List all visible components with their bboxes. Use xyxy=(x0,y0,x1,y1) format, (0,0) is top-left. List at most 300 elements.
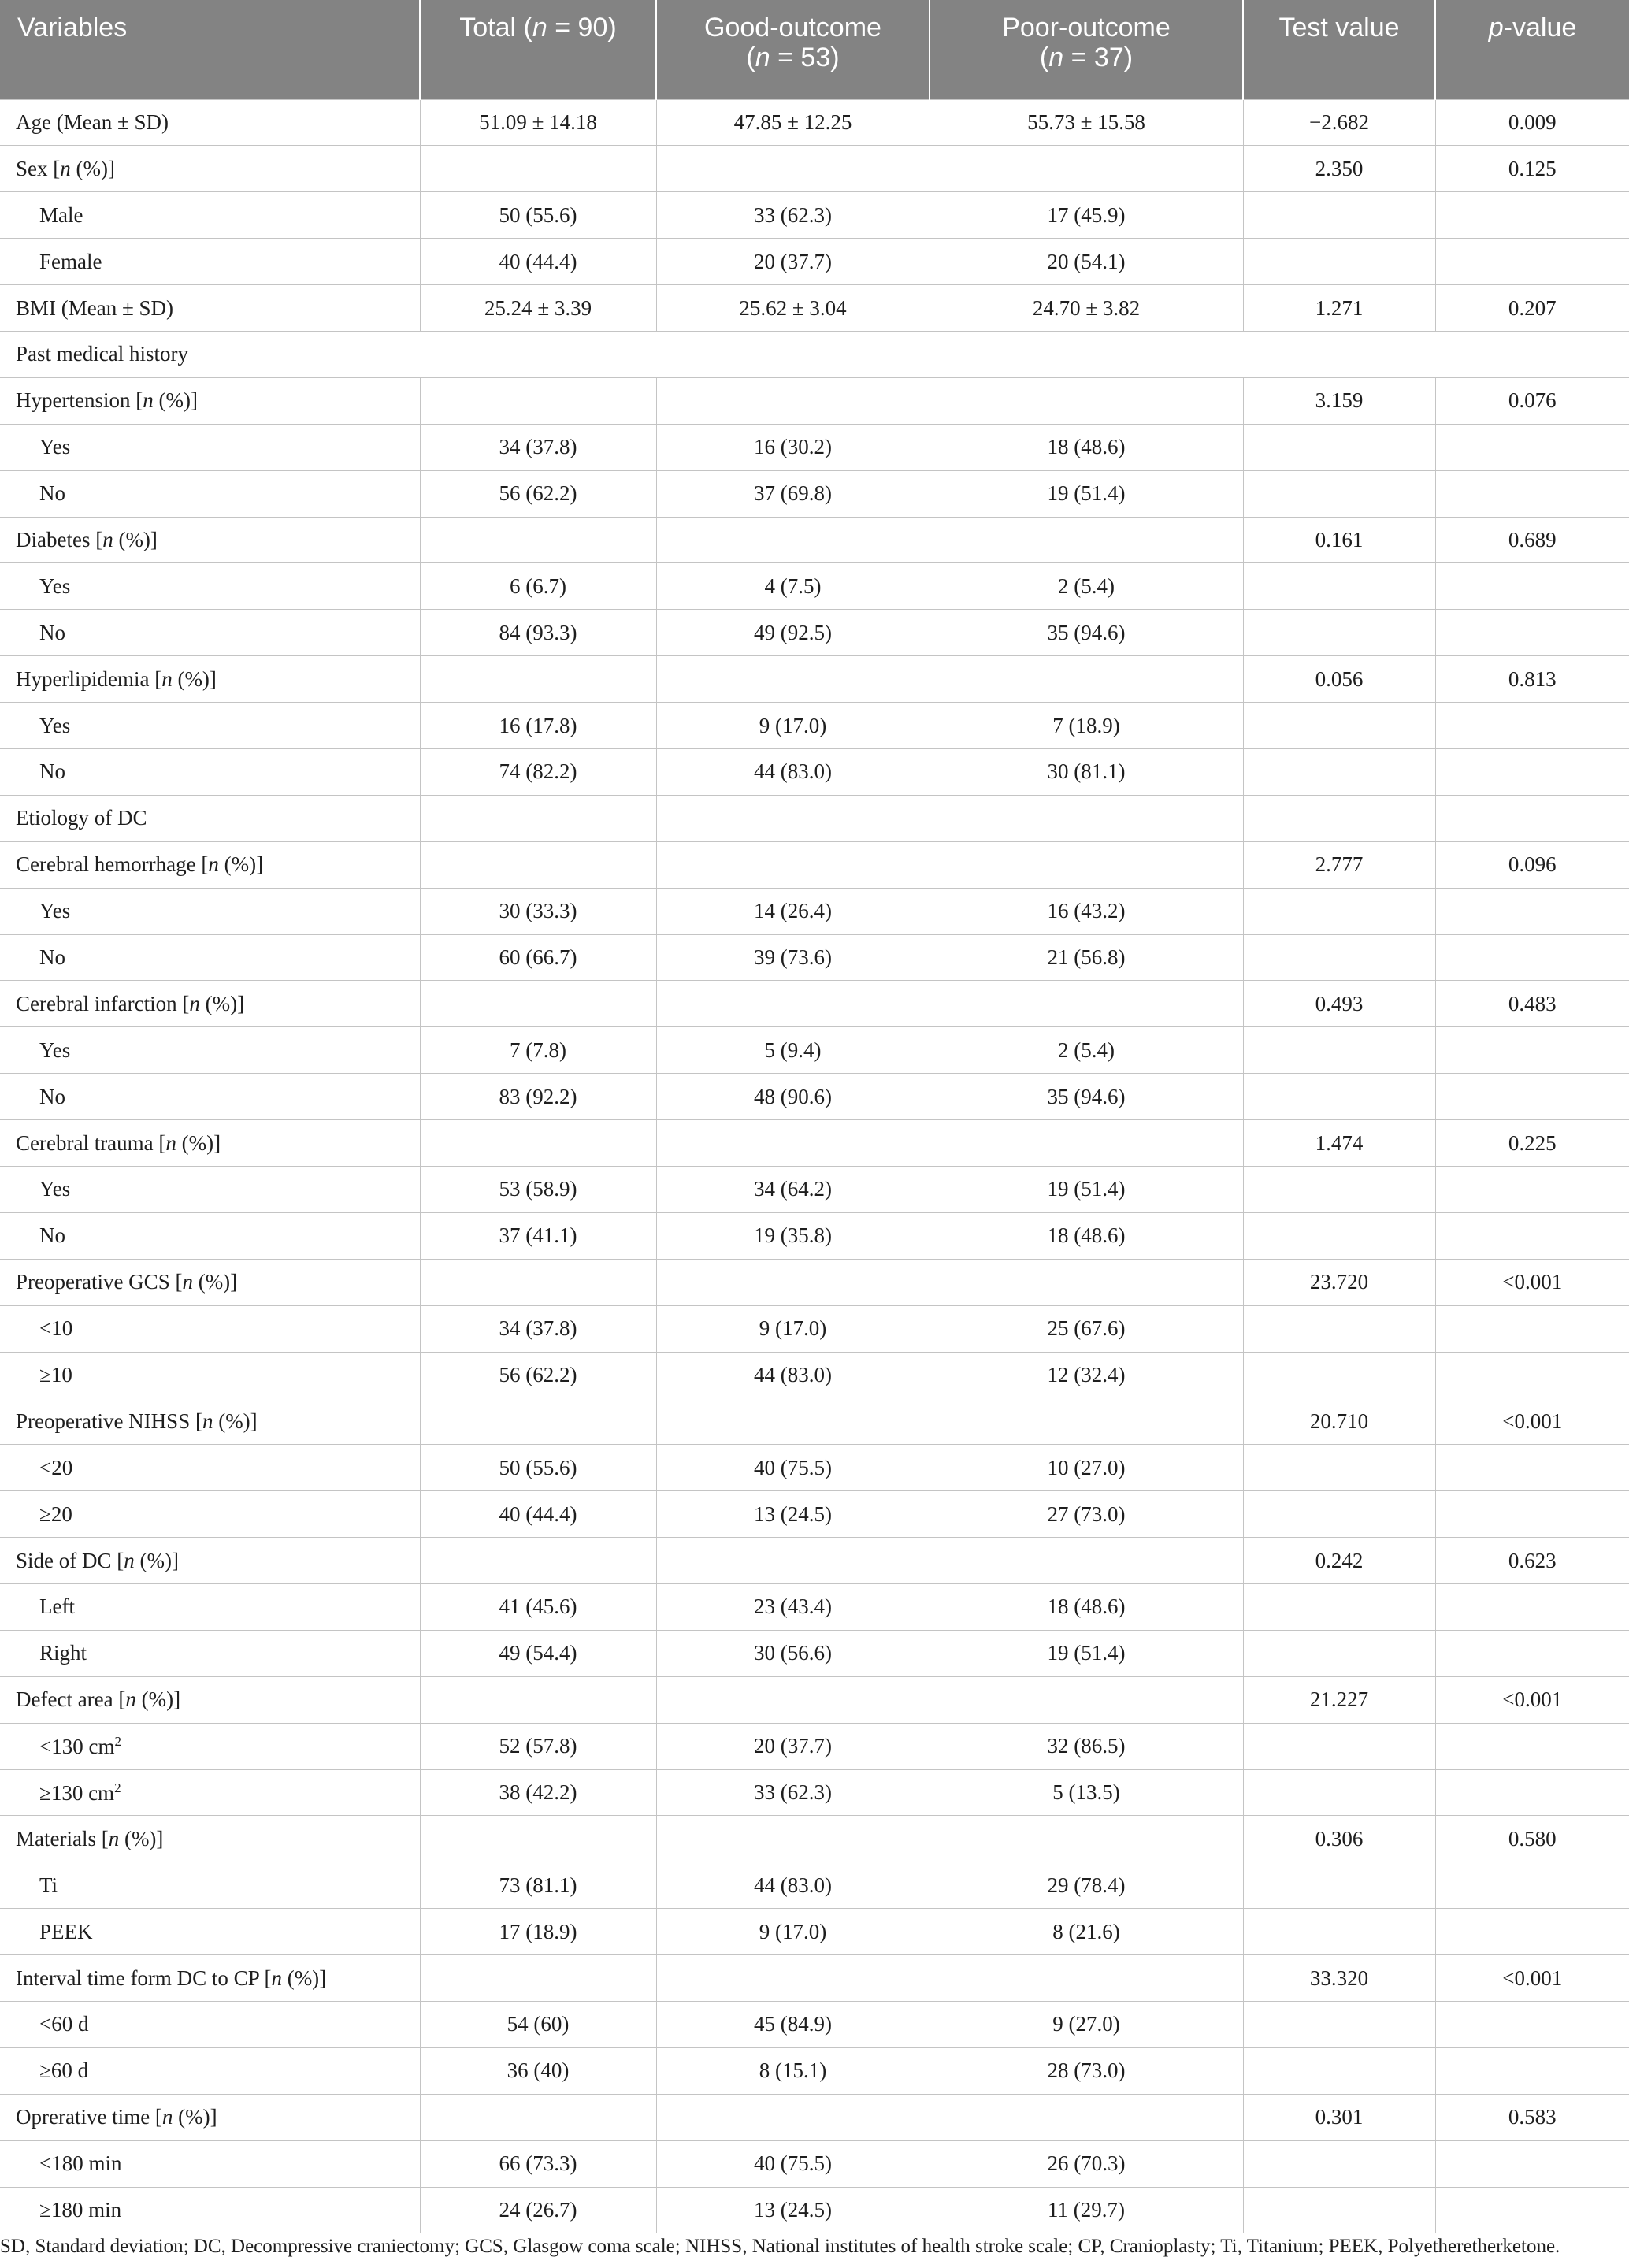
cell-test: 0.306 xyxy=(1243,1816,1435,1862)
table-row xyxy=(0,1212,1629,1259)
table-body xyxy=(0,99,1629,2233)
cell-good: 33 (62.3) xyxy=(656,192,930,239)
row-label: Past medical history xyxy=(0,331,1629,377)
table-footnote: SD, Standard deviation; DC, Decompressive craniectomy; GCS, Glasgow coma scale; NIHSS, National institutes of health stroke scale; CP, Cranioplasty; Ti, Titanium; PEEK, Polyetheretherketone. xyxy=(0,2236,1560,2257)
cell-p xyxy=(1435,1352,1629,1398)
cell-test xyxy=(1243,1630,1435,1676)
row-label: ≥130 $cm^2$ xyxy=(0,1769,420,1816)
cell-test xyxy=(1243,934,1435,981)
cell-total xyxy=(420,981,656,1027)
cell-p: <0.001 xyxy=(1435,1398,1629,1445)
cell-poor: 18 (48.6) xyxy=(930,1212,1243,1259)
cell-poor: 18 (48.6) xyxy=(930,1584,1243,1631)
cell-total: 83 (92.2) xyxy=(420,1074,656,1120)
cell-poor: 35 (94.6) xyxy=(930,610,1243,656)
cell-p xyxy=(1435,1630,1629,1676)
row-label: Cerebral hemorrhage [n (%)] xyxy=(0,841,420,888)
cell-total: 36 (40) xyxy=(420,2047,656,2094)
table-row xyxy=(0,2002,1629,2048)
cell-total xyxy=(420,1676,656,1723)
cell-test: 0.056 xyxy=(1243,656,1435,703)
cell-total xyxy=(420,1816,656,1862)
cell-poor xyxy=(930,1676,1243,1723)
table-row xyxy=(0,1305,1629,1352)
cell-test xyxy=(1243,1445,1435,1491)
table-row xyxy=(0,1445,1629,1491)
cell-test xyxy=(1243,2047,1435,2094)
cell-total: 16 (17.8) xyxy=(420,703,656,749)
cell-good: 9 (17.0) xyxy=(656,703,930,749)
cell-p xyxy=(1435,888,1629,934)
table-row xyxy=(0,2047,1629,2094)
cell-poor: 2 (5.4) xyxy=(930,1027,1243,1074)
row-label: Diabetes [n (%)] xyxy=(0,517,420,563)
cell-test xyxy=(1243,1862,1435,1909)
cell-test xyxy=(1243,563,1435,610)
cell-poor: 28 (73.0) xyxy=(930,2047,1243,2094)
cell-good: 40 (75.5) xyxy=(656,1445,930,1491)
table-row xyxy=(0,563,1629,610)
cell-poor: 21 (56.8) xyxy=(930,934,1243,981)
table-row xyxy=(0,934,1629,981)
cell-test xyxy=(1243,795,1435,841)
cell-poor: 18 (48.6) xyxy=(930,424,1243,470)
row-label: Hypertension [n (%)] xyxy=(0,377,420,424)
table-row xyxy=(0,1538,1629,1584)
table-row xyxy=(0,610,1629,656)
row-label: No xyxy=(0,610,420,656)
cell-good xyxy=(656,1676,930,1723)
header-total: Total (n = 90) xyxy=(420,0,656,99)
row-label: Etiology of DC xyxy=(0,795,420,841)
header-test-value: Test value xyxy=(1243,0,1435,99)
cell-p: 0.623 xyxy=(1435,1538,1629,1584)
header-variables: Variables xyxy=(0,0,420,99)
table-row xyxy=(0,1259,1629,1305)
cell-good: 20 (37.7) xyxy=(656,1723,930,1769)
cell-poor xyxy=(930,656,1243,703)
cell-p: 0.580 xyxy=(1435,1816,1629,1862)
row-label: No xyxy=(0,934,420,981)
cell-test xyxy=(1243,703,1435,749)
cell-good xyxy=(656,1538,930,1584)
cell-p xyxy=(1435,934,1629,981)
cell-test xyxy=(1243,1305,1435,1352)
cell-total xyxy=(420,795,656,841)
cell-test xyxy=(1243,1074,1435,1120)
cell-test: 33.320 xyxy=(1243,1955,1435,2002)
row-label: PEEK xyxy=(0,1909,420,1955)
cell-test: 20.710 xyxy=(1243,1398,1435,1445)
cell-total: 6 (6.7) xyxy=(420,563,656,610)
cell-poor: 55.73 ± 15.58 xyxy=(930,99,1243,146)
cell-good: 19 (35.8) xyxy=(656,1212,930,1259)
row-label: <130 $cm^2$ xyxy=(0,1723,420,1769)
cell-total: 50 (55.6) xyxy=(420,1445,656,1491)
cell-total xyxy=(420,1120,656,1167)
cell-test xyxy=(1243,610,1435,656)
row-label: No xyxy=(0,1212,420,1259)
cell-p xyxy=(1435,748,1629,795)
table-row xyxy=(0,748,1629,795)
cell-poor: 9 (27.0) xyxy=(930,2002,1243,2048)
row-label: Preoperative NIHSS [n (%)] xyxy=(0,1398,420,1445)
cell-p: 0.689 xyxy=(1435,517,1629,563)
cell-good xyxy=(656,377,930,424)
table-row xyxy=(0,1120,1629,1167)
cell-test: 21.227 xyxy=(1243,1676,1435,1723)
cell-total: 34 (37.8) xyxy=(420,1305,656,1352)
cell-poor xyxy=(930,517,1243,563)
table-row xyxy=(0,285,1629,332)
table-row xyxy=(0,239,1629,285)
cell-test: 0.161 xyxy=(1243,517,1435,563)
cell-poor: 26 (70.3) xyxy=(930,2140,1243,2187)
cell-p xyxy=(1435,1027,1629,1074)
cell-total xyxy=(420,1259,656,1305)
table-row xyxy=(0,656,1629,703)
row-label: Side of DC [n (%)] xyxy=(0,1538,420,1584)
cell-test xyxy=(1243,2187,1435,2233)
cell-poor xyxy=(930,2094,1243,2140)
row-label: Hyperlipidemia [n (%)] xyxy=(0,656,420,703)
row-label: Yes xyxy=(0,424,420,470)
cell-p xyxy=(1435,192,1629,239)
cell-p xyxy=(1435,1212,1629,1259)
table-row xyxy=(0,795,1629,841)
cell-p: 0.583 xyxy=(1435,2094,1629,2140)
table-row xyxy=(0,1862,1629,1909)
cell-good: 48 (90.6) xyxy=(656,1074,930,1120)
row-label: Interval time form DC to CP [n (%)] xyxy=(0,1955,420,2002)
cell-test xyxy=(1243,1212,1435,1259)
table-row xyxy=(0,1398,1629,1445)
cell-total: 56 (62.2) xyxy=(420,470,656,517)
cell-p xyxy=(1435,2187,1629,2233)
table-row xyxy=(0,2140,1629,2187)
cell-p: 0.096 xyxy=(1435,841,1629,888)
cell-poor xyxy=(930,377,1243,424)
cell-p xyxy=(1435,703,1629,749)
cell-p: <0.001 xyxy=(1435,1955,1629,2002)
cell-test: 1.474 xyxy=(1243,1120,1435,1167)
cell-good: 44 (83.0) xyxy=(656,1862,930,1909)
cell-total: 30 (33.3) xyxy=(420,888,656,934)
cell-total xyxy=(420,1538,656,1584)
cell-test xyxy=(1243,1769,1435,1816)
cell-test: 0.493 xyxy=(1243,981,1435,1027)
cell-test: 1.271 xyxy=(1243,285,1435,332)
cell-total xyxy=(420,377,656,424)
cell-poor xyxy=(930,795,1243,841)
row-label: Yes xyxy=(0,888,420,934)
cell-good: 9 (17.0) xyxy=(656,1305,930,1352)
cell-p xyxy=(1435,2140,1629,2187)
row-label: <180 min xyxy=(0,2140,420,2187)
table-row xyxy=(0,1584,1629,1631)
row-label: ≥60 d xyxy=(0,2047,420,2094)
row-label: Cerebral trauma [n (%)] xyxy=(0,1120,420,1167)
cell-good: 23 (43.4) xyxy=(656,1584,930,1631)
cell-total: 34 (37.8) xyxy=(420,424,656,470)
row-label: ≥20 xyxy=(0,1491,420,1538)
table-row xyxy=(0,1676,1629,1723)
table-row xyxy=(0,1769,1629,1816)
table-row xyxy=(0,1816,1629,1862)
cell-poor: 2 (5.4) xyxy=(930,563,1243,610)
cell-good xyxy=(656,2094,930,2140)
cell-total xyxy=(420,517,656,563)
cell-poor xyxy=(930,981,1243,1027)
cell-p: 0.207 xyxy=(1435,285,1629,332)
cell-p xyxy=(1435,1862,1629,1909)
cell-good: 33 (62.3) xyxy=(656,1769,930,1816)
cell-poor: 19 (51.4) xyxy=(930,1630,1243,1676)
cell-good xyxy=(656,1955,930,2002)
cell-p xyxy=(1435,1305,1629,1352)
cell-good: 25.62 ± 3.04 xyxy=(656,285,930,332)
table-row xyxy=(0,424,1629,470)
table-row xyxy=(0,703,1629,749)
table-row xyxy=(0,1909,1629,1955)
table-row xyxy=(0,1491,1629,1538)
cell-total: 37 (41.1) xyxy=(420,1212,656,1259)
cell-test xyxy=(1243,424,1435,470)
cell-p: 0.125 xyxy=(1435,146,1629,192)
cell-poor xyxy=(930,146,1243,192)
cell-total: 41 (45.6) xyxy=(420,1584,656,1631)
cell-test xyxy=(1243,2002,1435,2048)
row-label: ≥180 min xyxy=(0,2187,420,2233)
cell-poor: 27 (73.0) xyxy=(930,1491,1243,1538)
cell-good xyxy=(656,981,930,1027)
cell-good: 37 (69.8) xyxy=(656,470,930,517)
row-label: No xyxy=(0,470,420,517)
row-label: Right xyxy=(0,1630,420,1676)
cell-poor: 25 (67.6) xyxy=(930,1305,1243,1352)
table-row xyxy=(0,331,1629,377)
cell-good: 9 (17.0) xyxy=(656,1909,930,1955)
cell-total: 40 (44.4) xyxy=(420,239,656,285)
cell-good: 16 (30.2) xyxy=(656,424,930,470)
cell-p: <0.001 xyxy=(1435,1676,1629,1723)
cell-total xyxy=(420,656,656,703)
cell-test: 2.777 xyxy=(1243,841,1435,888)
cell-poor: 12 (32.4) xyxy=(930,1352,1243,1398)
cell-poor: 7 (18.9) xyxy=(930,703,1243,749)
cell-poor: 24.70 ± 3.82 xyxy=(930,285,1243,332)
cell-p: <0.001 xyxy=(1435,1259,1629,1305)
cell-p xyxy=(1435,2047,1629,2094)
cell-p: 0.076 xyxy=(1435,377,1629,424)
cell-good: 47.85 ± 12.25 xyxy=(656,99,930,146)
cell-poor xyxy=(930,1955,1243,2002)
cell-poor: 11 (29.7) xyxy=(930,2187,1243,2233)
header-row xyxy=(0,0,1629,99)
table-row xyxy=(0,1630,1629,1676)
cell-good: 40 (75.5) xyxy=(656,2140,930,2187)
row-label: Preoperative GCS [n (%)] xyxy=(0,1259,420,1305)
cell-total: 60 (66.7) xyxy=(420,934,656,981)
cell-good: 8 (15.1) xyxy=(656,2047,930,2094)
cell-total: 51.09 ± 14.18 xyxy=(420,99,656,146)
cell-test: 0.242 xyxy=(1243,1538,1435,1584)
cell-poor xyxy=(930,1259,1243,1305)
table-row xyxy=(0,146,1629,192)
table-row xyxy=(0,192,1629,239)
cell-total xyxy=(420,841,656,888)
cell-test: 3.159 xyxy=(1243,377,1435,424)
table-row xyxy=(0,2187,1629,2233)
cell-test xyxy=(1243,192,1435,239)
cell-p xyxy=(1435,424,1629,470)
cell-good: 49 (92.5) xyxy=(656,610,930,656)
row-label: No xyxy=(0,748,420,795)
row-label: Age (Mean ± SD) xyxy=(0,99,420,146)
cell-poor: 8 (21.6) xyxy=(930,1909,1243,1955)
cell-test xyxy=(1243,1723,1435,1769)
row-label: BMI (Mean ± SD) xyxy=(0,285,420,332)
table-row xyxy=(0,1074,1629,1120)
cell-poor xyxy=(930,1538,1243,1584)
cell-p xyxy=(1435,563,1629,610)
table-row xyxy=(0,470,1629,517)
cell-p xyxy=(1435,239,1629,285)
header-poor-outcome: Poor-outcome (n = 37) xyxy=(930,0,1243,99)
cell-p xyxy=(1435,610,1629,656)
cell-good: 45 (84.9) xyxy=(656,2002,930,2048)
cell-p xyxy=(1435,1909,1629,1955)
table-header xyxy=(0,0,1629,99)
cell-total: 74 (82.2) xyxy=(420,748,656,795)
cell-poor: 20 (54.1) xyxy=(930,239,1243,285)
cell-total: 38 (42.2) xyxy=(420,1769,656,1816)
row-label: Yes xyxy=(0,563,420,610)
table-row xyxy=(0,981,1629,1027)
cell-poor: 5 (13.5) xyxy=(930,1769,1243,1816)
row-label: Female xyxy=(0,239,420,285)
cell-good: 13 (24.5) xyxy=(656,2187,930,2233)
row-label: Ti xyxy=(0,1862,420,1909)
cell-poor: 30 (81.1) xyxy=(930,748,1243,795)
cell-total: 24 (26.7) xyxy=(420,2187,656,2233)
cell-test: 0.301 xyxy=(1243,2094,1435,2140)
row-label: Cerebral infarction [n (%)] xyxy=(0,981,420,1027)
cell-good xyxy=(656,517,930,563)
row-label: Yes xyxy=(0,703,420,749)
cell-total: 49 (54.4) xyxy=(420,1630,656,1676)
cell-total: 25.24 ± 3.39 xyxy=(420,285,656,332)
cell-poor: 32 (86.5) xyxy=(930,1723,1243,1769)
row-label: Yes xyxy=(0,1166,420,1212)
cell-test: −2.682 xyxy=(1243,99,1435,146)
cell-total: 40 (44.4) xyxy=(420,1491,656,1538)
cell-poor xyxy=(930,1398,1243,1445)
table-row xyxy=(0,1723,1629,1769)
table-row xyxy=(0,1027,1629,1074)
cell-total xyxy=(420,1398,656,1445)
cell-good xyxy=(656,795,930,841)
cell-good: 5 (9.4) xyxy=(656,1027,930,1074)
cell-test xyxy=(1243,239,1435,285)
cell-poor: 29 (78.4) xyxy=(930,1862,1243,1909)
row-label: ≥10 xyxy=(0,1352,420,1398)
header-good-outcome: Good-outcome (n = 53) xyxy=(656,0,930,99)
table-row xyxy=(0,99,1629,146)
cell-total: 52 (57.8) xyxy=(420,1723,656,1769)
row-label: Materials [n (%)] xyxy=(0,1816,420,1862)
cell-total: 7 (7.8) xyxy=(420,1027,656,1074)
cell-test: 2.350 xyxy=(1243,146,1435,192)
cell-total: 84 (93.3) xyxy=(420,610,656,656)
cell-good xyxy=(656,1816,930,1862)
cell-good: 20 (37.7) xyxy=(656,239,930,285)
cell-p xyxy=(1435,1166,1629,1212)
cell-p: 0.225 xyxy=(1435,1120,1629,1167)
cell-test xyxy=(1243,1166,1435,1212)
cell-good: 39 (73.6) xyxy=(656,934,930,981)
row-label: Left xyxy=(0,1584,420,1631)
cell-poor xyxy=(930,1816,1243,1862)
cell-good xyxy=(656,146,930,192)
cell-p xyxy=(1435,2002,1629,2048)
cell-good: 34 (64.2) xyxy=(656,1166,930,1212)
table-row xyxy=(0,1352,1629,1398)
cell-poor: 16 (43.2) xyxy=(930,888,1243,934)
cell-p xyxy=(1435,470,1629,517)
table-row xyxy=(0,888,1629,934)
cell-poor: 19 (51.4) xyxy=(930,1166,1243,1212)
row-label: <20 xyxy=(0,1445,420,1491)
cell-good: 13 (24.5) xyxy=(656,1491,930,1538)
cell-total: 73 (81.1) xyxy=(420,1862,656,1909)
cell-good xyxy=(656,656,930,703)
cell-test xyxy=(1243,1909,1435,1955)
cell-good xyxy=(656,1120,930,1167)
cell-test xyxy=(1243,1352,1435,1398)
cell-total: 66 (73.3) xyxy=(420,2140,656,2187)
cell-test xyxy=(1243,1027,1435,1074)
table-row xyxy=(0,1166,1629,1212)
row-label: Male xyxy=(0,192,420,239)
row-label: <60 d xyxy=(0,2002,420,2048)
cell-p xyxy=(1435,1445,1629,1491)
cell-good: 44 (83.0) xyxy=(656,748,930,795)
cell-p xyxy=(1435,1769,1629,1816)
cell-test xyxy=(1243,888,1435,934)
cell-total xyxy=(420,1955,656,2002)
cell-total: 56 (62.2) xyxy=(420,1352,656,1398)
cell-p: 0.483 xyxy=(1435,981,1629,1027)
cell-good: 44 (83.0) xyxy=(656,1352,930,1398)
row-label: Oprerative time [n (%)] xyxy=(0,2094,420,2140)
cell-p xyxy=(1435,1074,1629,1120)
cell-total: 17 (18.9) xyxy=(420,1909,656,1955)
cell-poor xyxy=(930,841,1243,888)
cell-good: 4 (7.5) xyxy=(656,563,930,610)
cell-test xyxy=(1243,1491,1435,1538)
cell-poor: 35 (94.6) xyxy=(930,1074,1243,1120)
cell-test: 23.720 xyxy=(1243,1259,1435,1305)
table-row xyxy=(0,517,1629,563)
header-p-value: p-value xyxy=(1435,0,1629,99)
row-label: <10 xyxy=(0,1305,420,1352)
cell-p xyxy=(1435,1491,1629,1538)
row-label: No xyxy=(0,1074,420,1120)
cell-good xyxy=(656,1398,930,1445)
cell-poor xyxy=(930,1120,1243,1167)
cell-good: 30 (56.6) xyxy=(656,1630,930,1676)
